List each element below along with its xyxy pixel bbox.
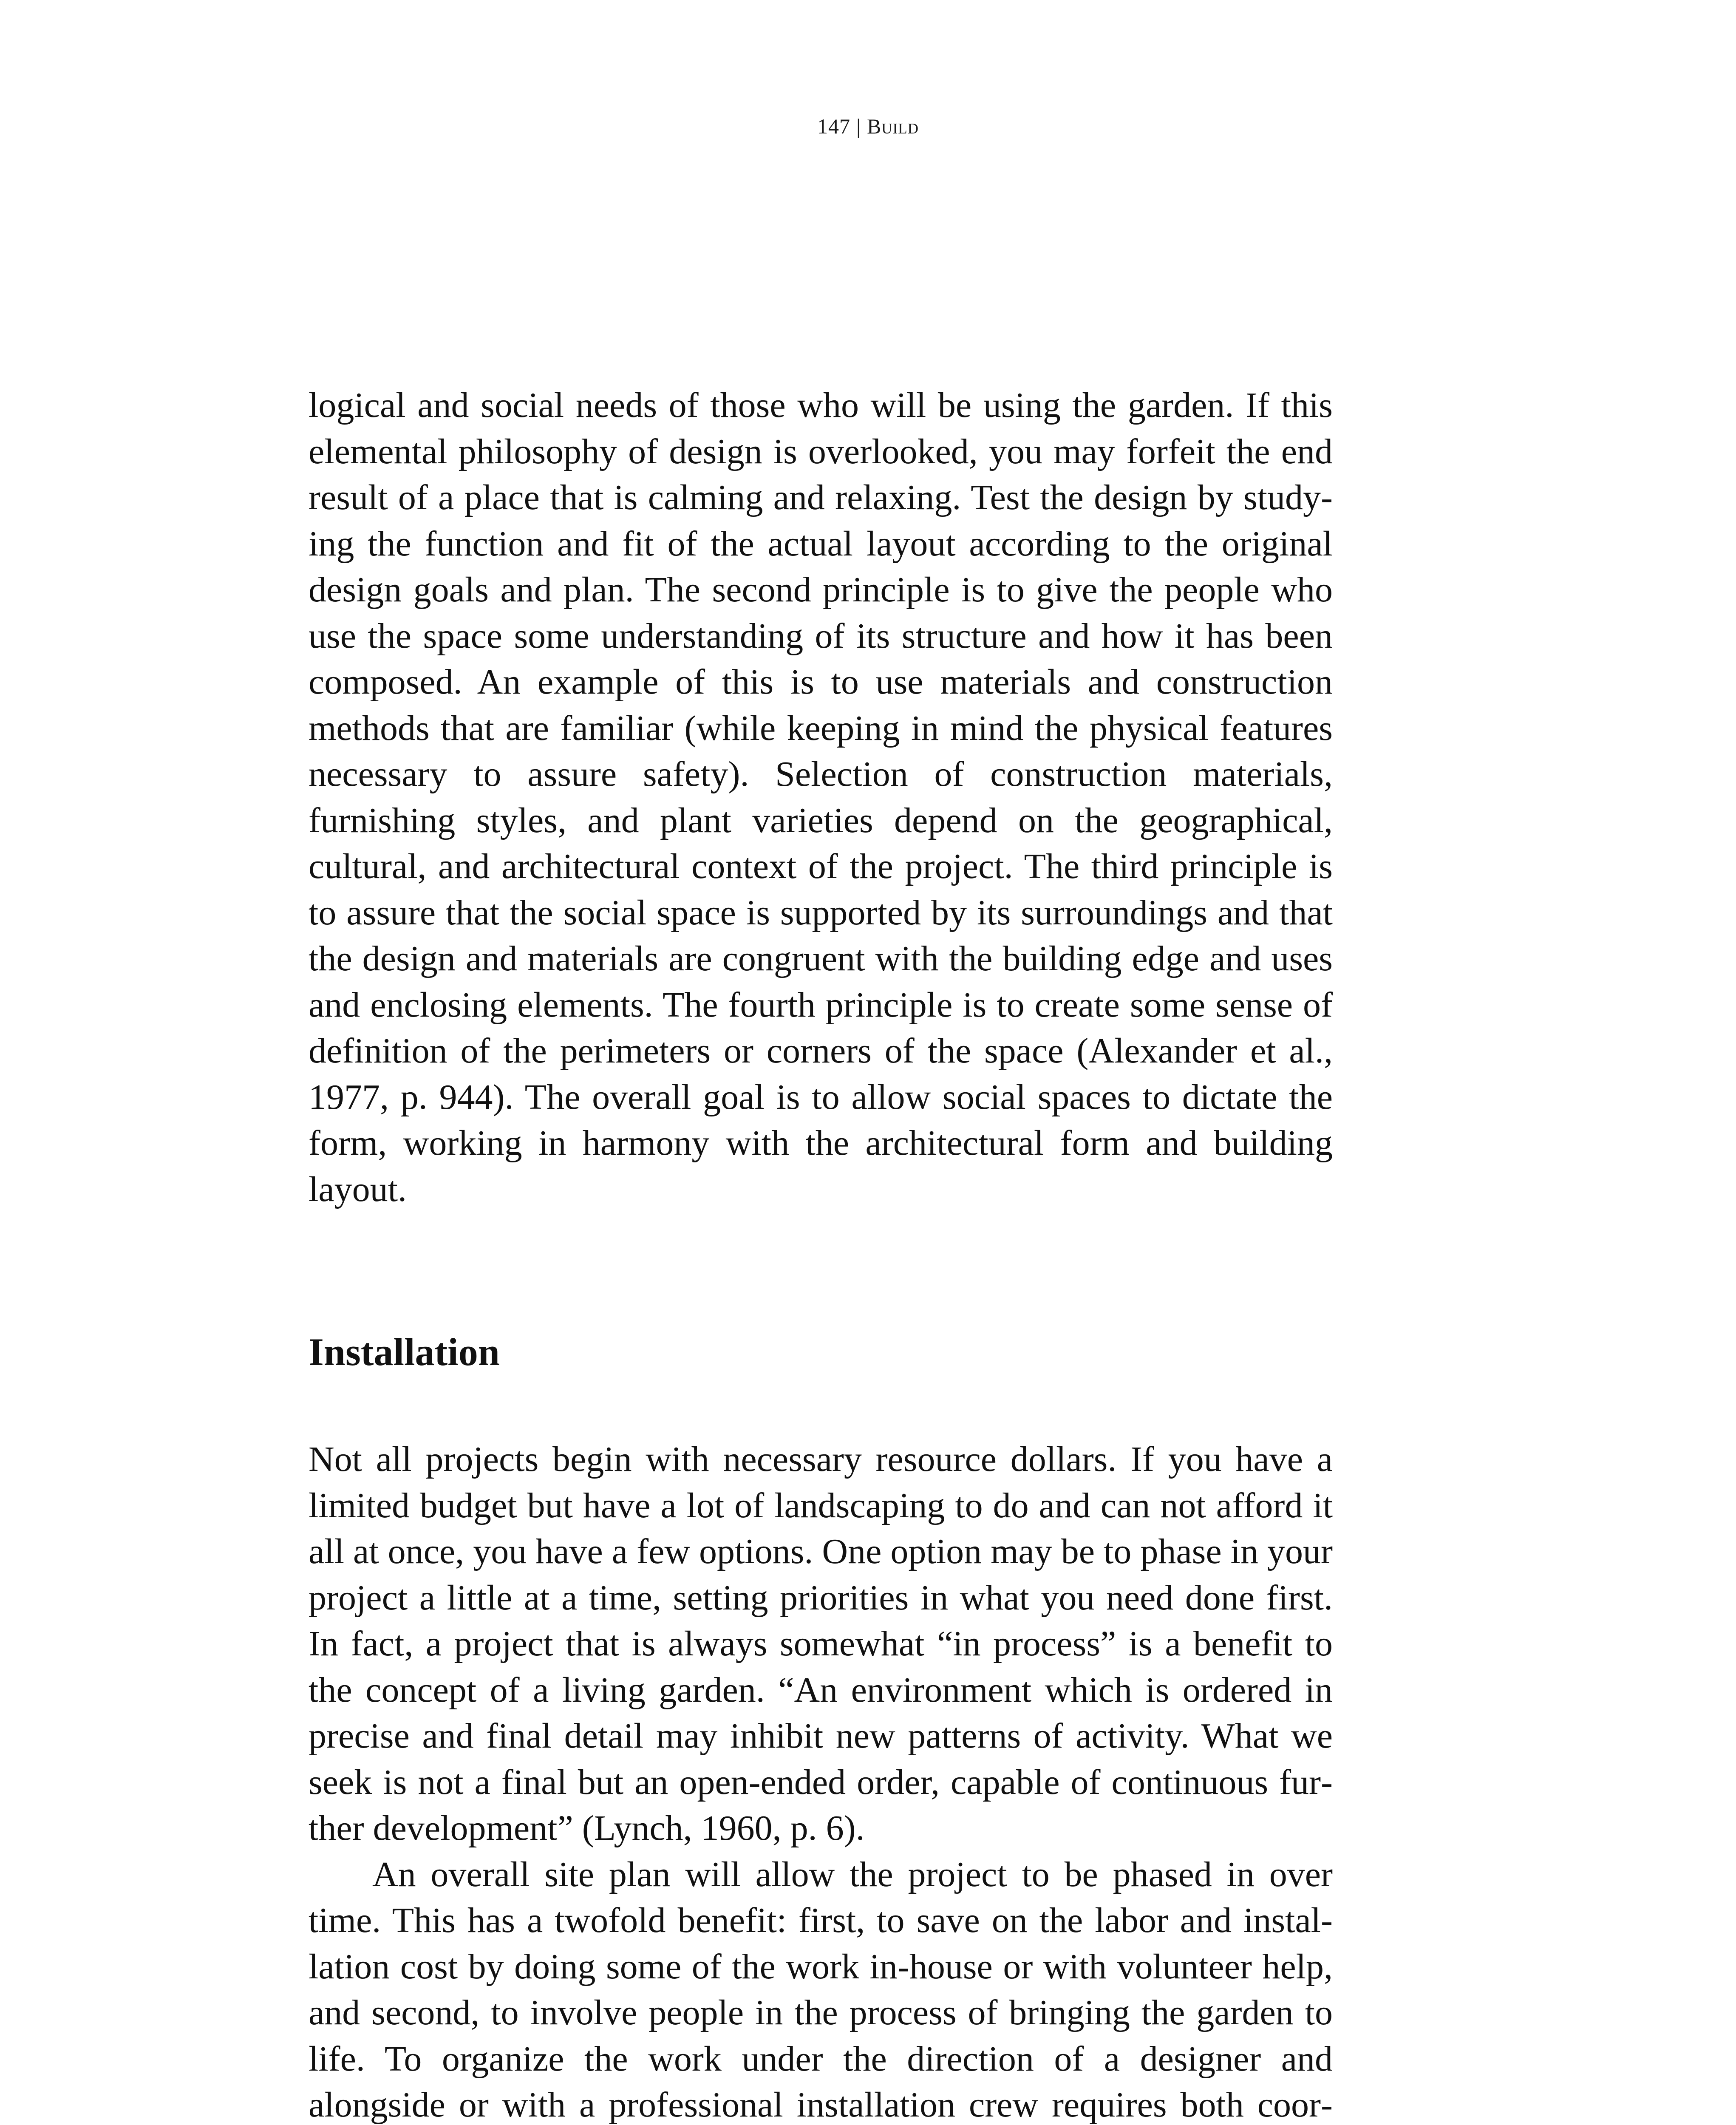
paragraph: An overall site plan will allow the project to be phased in over time. This has a twofold benefit: first, to save on the labor and installation cost by doing some of the work in-house or with volunteer help, and second, to involve people in the process of bringing the garden to life. To organize the work under the direction of a designer and alongside or with a professional installation crew requires both coor — [309, 1854, 1333, 2125]
section-title: Build — [867, 114, 919, 138]
installation-section-text — [309, 1436, 1333, 2125]
running-head — [0, 114, 1736, 139]
body-text-continued — [309, 382, 1333, 1213]
header-separator: | — [856, 114, 861, 138]
paragraph: logical and social needs of those who will be using the garden. If this elemental philosophy of design is overlooked, you may forfeit the end result of a place that is calming and relaxing. Test the design by studying the function and fit of the actual layout according to the original design goals and plan. The second principle is to give the people who use the space some understanding of its structure and how it has been composed. An example of this is to use materials and construction methods that are familiar (while keeping in mind the physical features necessary to assure safety). Selection of construction materials, furnishing styles, and plant varieties depend on the geographical, cultural, and architectural context of the project. The third principle is to assure that the social space is supported by its surroundings and that the design and materials are congruent with the building edge and uses and enclosing elements. The fourth principle is to create some sense of definition of the perimeters or corners of the space (Alexander et al., 1977, p. 944). The overall goal is to allow social spaces to dictate the form, working in harmony with the architectural form and building layout. — [309, 385, 1333, 1209]
page-number: 147 — [817, 114, 851, 138]
paragraph: Not all projects begin with necessary resource dollars. If you have a limited budget but have a lot of landscaping to do and can not afford it all at once, you have a few options. One option may be to phase in your project a little at a time, setting priorities in what you need done first. In fact, a project that is always somewhat “in process” is a benefit to the concept of a living garden. “An environment which is ordered in precise and final detail may inhibit new patterns of activity. What we seek is not a final but an open-ended order, capable of continuous further development” (Lynch, 1960, p. 6). — [309, 1439, 1333, 1848]
section-heading-installation: Installation — [309, 1330, 500, 1374]
